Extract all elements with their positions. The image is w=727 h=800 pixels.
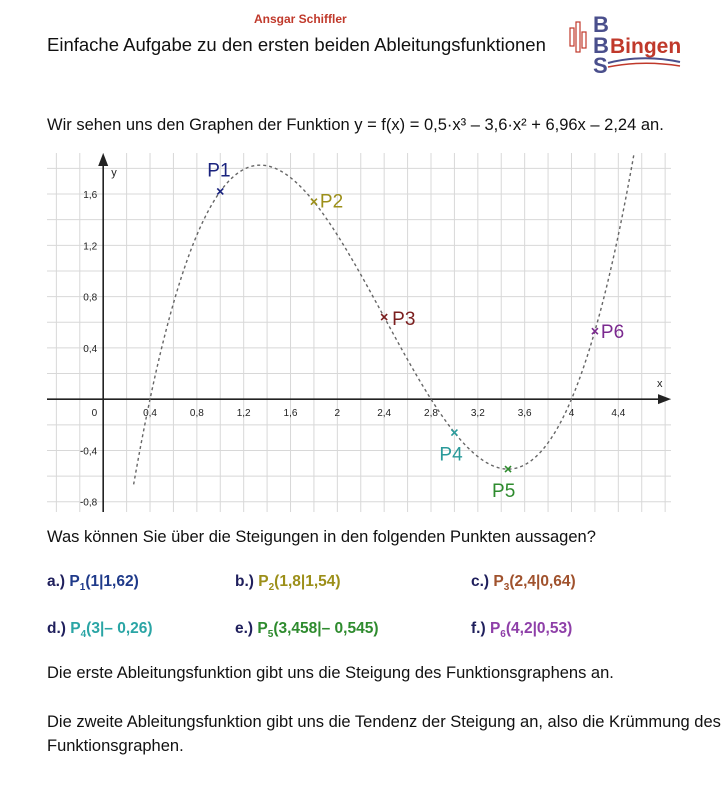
- x-tick-label: 1,6: [283, 408, 298, 420]
- point-p1: [207, 160, 230, 194]
- point-p5: [492, 466, 515, 502]
- x-tick-label: 4: [568, 408, 575, 420]
- point-label: P2: [319, 191, 344, 213]
- tick-labels: [80, 167, 663, 509]
- x-tick-label: 2: [334, 408, 341, 420]
- logo-letter-2: B: [593, 33, 609, 58]
- task-f: f.) $P_6(4,2|0,53)$: [471, 620, 573, 641]
- y-tick-label: 1,2: [83, 241, 98, 253]
- task-a: a.) $P_1(1|1,62)$: [47, 573, 139, 594]
- point-p2: [311, 192, 343, 213]
- task-c: c.) $P_3(2,4|0,64)$: [471, 573, 576, 594]
- y-tick-label: 1,6: [83, 190, 98, 202]
- point-label: P4: [439, 444, 463, 466]
- y-tick-label: 0,8: [83, 292, 98, 304]
- x-tick-label: 2,8: [424, 408, 438, 420]
- point-p3: [381, 309, 415, 330]
- point-label: P1: [207, 160, 231, 182]
- x-tick-label: 1,2: [236, 408, 251, 420]
- x-tick-label: 3,6: [517, 408, 532, 420]
- logo-letter-1: B: [593, 12, 609, 37]
- x-axis-label: x: [657, 378, 663, 391]
- x-tick-label: 4,4: [611, 408, 626, 420]
- function-graph: [47, 153, 671, 512]
- x-axis-arrow: [658, 394, 671, 404]
- logo-letter-3: S: [593, 53, 608, 74]
- y-tick-label: -0,4: [79, 446, 98, 458]
- y-axis-label: y: [111, 167, 117, 179]
- page-title: Einfache Aufgabe zu den ersten beiden Ableitungsfunktionen: [47, 34, 546, 55]
- first-derivative-text: Die erste Ableitungsfunktion gibt uns die Steigung des Funktionsgraphens an.: [47, 664, 614, 682]
- question-text: Was können Sie über die Steigungen in den folgenden Punkten aussagen?: [47, 528, 596, 546]
- x-tick-label: 0,4: [143, 408, 157, 420]
- y-tick-label: 0,4: [83, 343, 98, 355]
- task-e: e.) $P_5(3,458|-$ 0,545): [235, 620, 379, 641]
- x-tick-label: 2,4: [377, 408, 392, 420]
- axes: [47, 153, 671, 512]
- intro-text: Wir sehen uns den Graphen der Funktion y = f(x) = 0,5·x³ – 3,6·x² + 6,96x – 2,24 an.: [47, 116, 664, 134]
- y-tick-label: -0,8: [79, 497, 98, 509]
- bbs-bingen-logo: [568, 10, 683, 74]
- point-label: P3: [392, 309, 416, 331]
- x-tick-label: 0,8: [189, 408, 204, 420]
- author-name: Ansgar Schiffler: [254, 12, 347, 26]
- point-label: P5: [492, 481, 516, 503]
- grid: [47, 153, 671, 512]
- y-axis-arrow: [98, 153, 108, 166]
- x-tick-label: 3,2: [470, 408, 485, 420]
- logo-word: Bingen: [610, 35, 682, 58]
- point-label: P6: [600, 322, 625, 344]
- point-p4: [439, 430, 463, 466]
- y-tick-label: 0: [91, 408, 98, 420]
- second-derivative-text: Die zweite Ableitungsfunktion gibt uns die Tendenz der Steigung an, also die Krümmung des Funktionsgraphen.: [47, 713, 721, 755]
- task-b: b.) $P_2(1,8|1,54)$: [235, 573, 341, 594]
- task-d: d.) $P_4(3|-$ 0,26): [47, 620, 153, 641]
